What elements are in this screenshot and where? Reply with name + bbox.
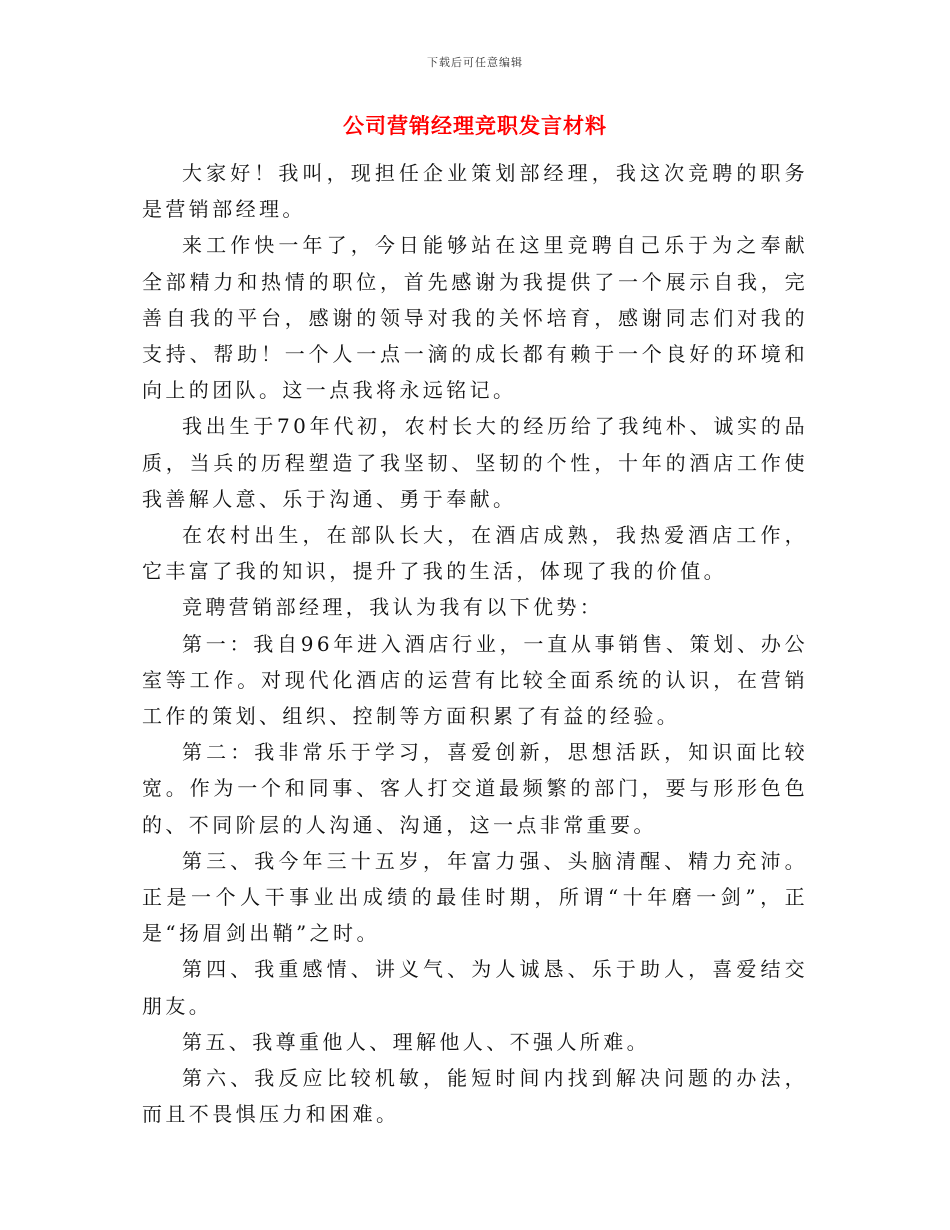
document-title: 公司营销经理竞职发言材料 <box>343 114 607 138</box>
paragraph-advantage-4: 第四、我重感情、讲义气、为人诚恳、乐于助人，喜爱结交朋友。 <box>142 957 808 1018</box>
paragraph-advantage-2: 第二：我非常乐于学习，喜爱创新，思想活跃，知识面比较宽。作为一个和同事、客人打交道最频繁的部门，要与形形色色的、不同阶层的人沟通、沟通，这一点非常重要。 <box>142 740 808 837</box>
paragraph-thanks: 来工作快一年了，今日能够站在这里竞聘自己乐于为之奉献全部精力和热情的职位，首先感谢为我提供了一个展示自我，完善自我的平台，感谢的领导对我的关怀培育，感谢同志们对我的支持、帮助！一个人一点一滴的成长都有赖于一个良好的环境和向上的团队。这一点我将永远铭记。 <box>142 233 808 403</box>
paragraph-advantage-1: 第一：我自96年进入酒店行业，一直从事销售、策划、办公室等工作。对现代化酒店的运营有比较全面系统的认识，在营销工作的策划、组织、控制等方面积累了有益的经验。 <box>142 631 808 729</box>
paragraph-advantage-3: 第三、我今年三十五岁，年富力强、头脑清醒、精力充沛。正是一个人干事业出成绩的最佳时期，所谓“十年磨一剑”，正是“扬眉剑出鞘”之时。 <box>142 848 808 946</box>
header-note: 下载后可任意编辑 <box>427 56 523 69</box>
paragraph-greeting: 大家好！我叫，现担任企业策划部经理，我这次竞聘的职务是营销部经理。 <box>142 161 808 222</box>
paragraph-background: 我出生于70年代初，农村长大的经历给了我纯朴、诚实的品质，当兵的历程塑造了我坚韧、坚韧的个性，十年的酒店工作使我善解人意、乐于沟通、勇于奉献。 <box>142 414 808 511</box>
document-body <box>142 155 808 1132</box>
paragraph-advantages-intro: 竞聘营销部经理，我认为我有以下优势： <box>182 595 604 620</box>
paragraph-growth: 在农村出生，在部队长大，在酒店成熟，我热爱酒店工作，它丰富了我的知识，提升了我的生活，体现了我的价值。 <box>142 523 808 584</box>
paragraph-advantage-5: 第五、我尊重他人、理解他人、不强人所难。 <box>182 1029 650 1054</box>
paragraph-advantage-6: 第六、我反应比较机敏，能短时间内找到解决问题的办法，而且不畏惧压力和困难。 <box>142 1066 808 1127</box>
